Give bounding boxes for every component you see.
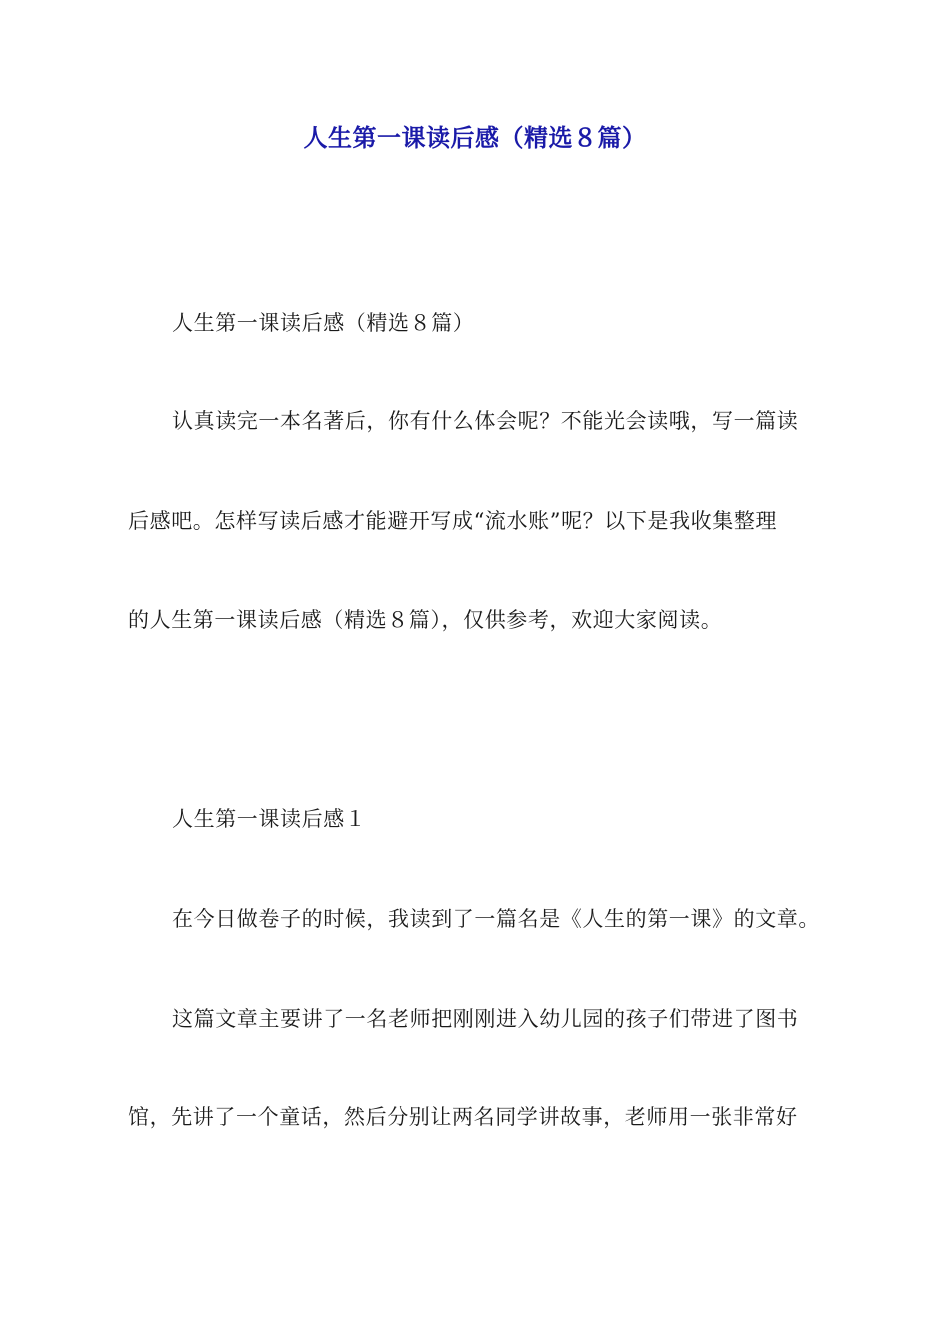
section-1-paragraph-1: 在今日做卷子的时候，我读到了一篇名是《人生的第一课》的文章。 xyxy=(172,907,820,931)
intro-heading: 人生第一课读后感（精选８篇） xyxy=(172,311,475,335)
section-1-paragraph-2-line-1: 这篇文章主要讲了一名老师把刚刚进入幼儿园的孩子们带进了图书 xyxy=(172,1007,799,1031)
section-heading-1: 人生第一课读后感１ xyxy=(172,807,367,831)
document-title: 人生第一课读后感（精选８篇） xyxy=(303,124,647,152)
section-1-paragraph-2-line-2: 馆，先讲了一个童话，然后分别让两名同学讲故事，老师用一张非常好 xyxy=(128,1105,798,1129)
intro-paragraph-line-3: 的人生第一课读后感（精选８篇），仅供参考，欢迎大家阅读。 xyxy=(128,608,723,632)
intro-paragraph-line-1: 认真读完一本名著后，你有什么体会呢？不能光会读哦，写一篇读 xyxy=(172,409,799,433)
intro-paragraph-line-2: 后感吧。怎样写读后感才能避开写成“流水账”呢？以下是我收集整理 xyxy=(128,509,778,533)
